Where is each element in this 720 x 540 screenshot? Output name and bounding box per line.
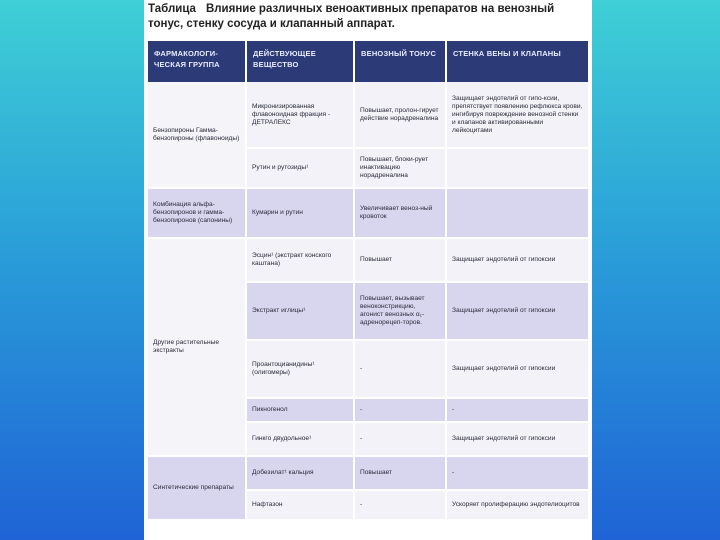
table-header — [148, 41, 588, 82]
title-label: Таблица — [148, 3, 196, 15]
venoactive-table — [148, 41, 588, 521]
tone-cell: - — [354, 398, 446, 422]
wall-cell — [446, 148, 588, 188]
tone-cell: - — [354, 340, 446, 398]
substance-cell: Добезилат¹ кальция — [246, 456, 354, 490]
tone-cell: Повышает, блоки-рует инактивацию норадреналина — [354, 148, 446, 188]
wall-cell: Защищает эндотелий от гипоксии — [446, 340, 588, 398]
group-cell: Другие растительные экстракты — [148, 238, 246, 456]
substance-cell: Проантоцианидины¹ (олигомеры) — [246, 340, 354, 398]
document-page — [144, 0, 592, 540]
wall-cell: - — [446, 456, 588, 490]
tone-cell: - — [354, 490, 446, 520]
substance-cell: Гинкго двудольное¹ — [246, 422, 354, 456]
header-wall: СТЕНКА ВЕНЫ И КЛАПАНЫ — [446, 41, 588, 82]
tone-cell: Повышает — [354, 238, 446, 282]
wall-cell: Защищает эндотелий от гипо-ксии, препятствует появлению рефлюкса крови, ингибируя повреждение венозной стенки и клапанов активированными лейкоцитами — [446, 82, 588, 148]
substance-cell: Рутин и рутозиды¹ — [246, 148, 354, 188]
header-group: ФАРМАКОЛОГИ-ЧЕСКАЯ ГРУППА — [148, 41, 246, 82]
group-cell: Синтетические препараты — [148, 456, 246, 520]
wall-cell: - — [446, 398, 588, 422]
tone-cell: Увеличивает веноз-ный кровоток — [354, 188, 446, 238]
wall-cell: Ускоряет пролиферацию эндотелиоцитов — [446, 490, 588, 520]
substance-cell: Экстракт иглицы¹ — [246, 282, 354, 340]
wall-cell: Защищает эндотелий от гипоксии — [446, 238, 588, 282]
tone-cell: Повышает, пролон-гирует действие норадреналина — [354, 82, 446, 148]
table-row — [148, 238, 588, 282]
substance-cell: Микронизированная флавоноидная фракция - ДЕТРАЛЕКС — [246, 82, 354, 148]
group-cell: Бензопироны Гамма-бензопироны (флавоноиды) — [148, 82, 246, 188]
header-substance: ДЕЙСТВУЮЩЕЕ ВЕЩЕСТВО — [246, 41, 354, 82]
substance-cell: Пикногенол — [246, 398, 354, 422]
header-tone: ВЕНОЗНЫЙ ТОНУС — [354, 41, 446, 82]
wall-cell: Защищает эндотелий от гипоксии — [446, 282, 588, 340]
substance-cell: Кумарин и рутин — [246, 188, 354, 238]
table-title — [148, 2, 588, 32]
tone-cell: Повышает — [354, 456, 446, 490]
wall-cell: Защищает эндотелий от гипоксии — [446, 422, 588, 456]
table-row — [148, 82, 588, 148]
table-row — [148, 456, 588, 490]
tone-cell: Повышает, вызывает веноконстрикцию, агонист венозных α₁-адренорецеп-торов. — [354, 282, 446, 340]
title-text: Влияние различных веноактивных препаратов на венозный тонус, стенку сосуда и клапанный аппарат. — [148, 3, 555, 30]
substance-cell: Эсцин¹ (экстракт конского каштана) — [246, 238, 354, 282]
group-cell: Комбинация альфа-бензопиронов и гамма-бензопиронов (сапонины) — [148, 188, 246, 238]
substance-cell: Нафтазон — [246, 490, 354, 520]
wall-cell — [446, 188, 588, 238]
tone-cell: - — [354, 422, 446, 456]
table-row — [148, 188, 588, 238]
